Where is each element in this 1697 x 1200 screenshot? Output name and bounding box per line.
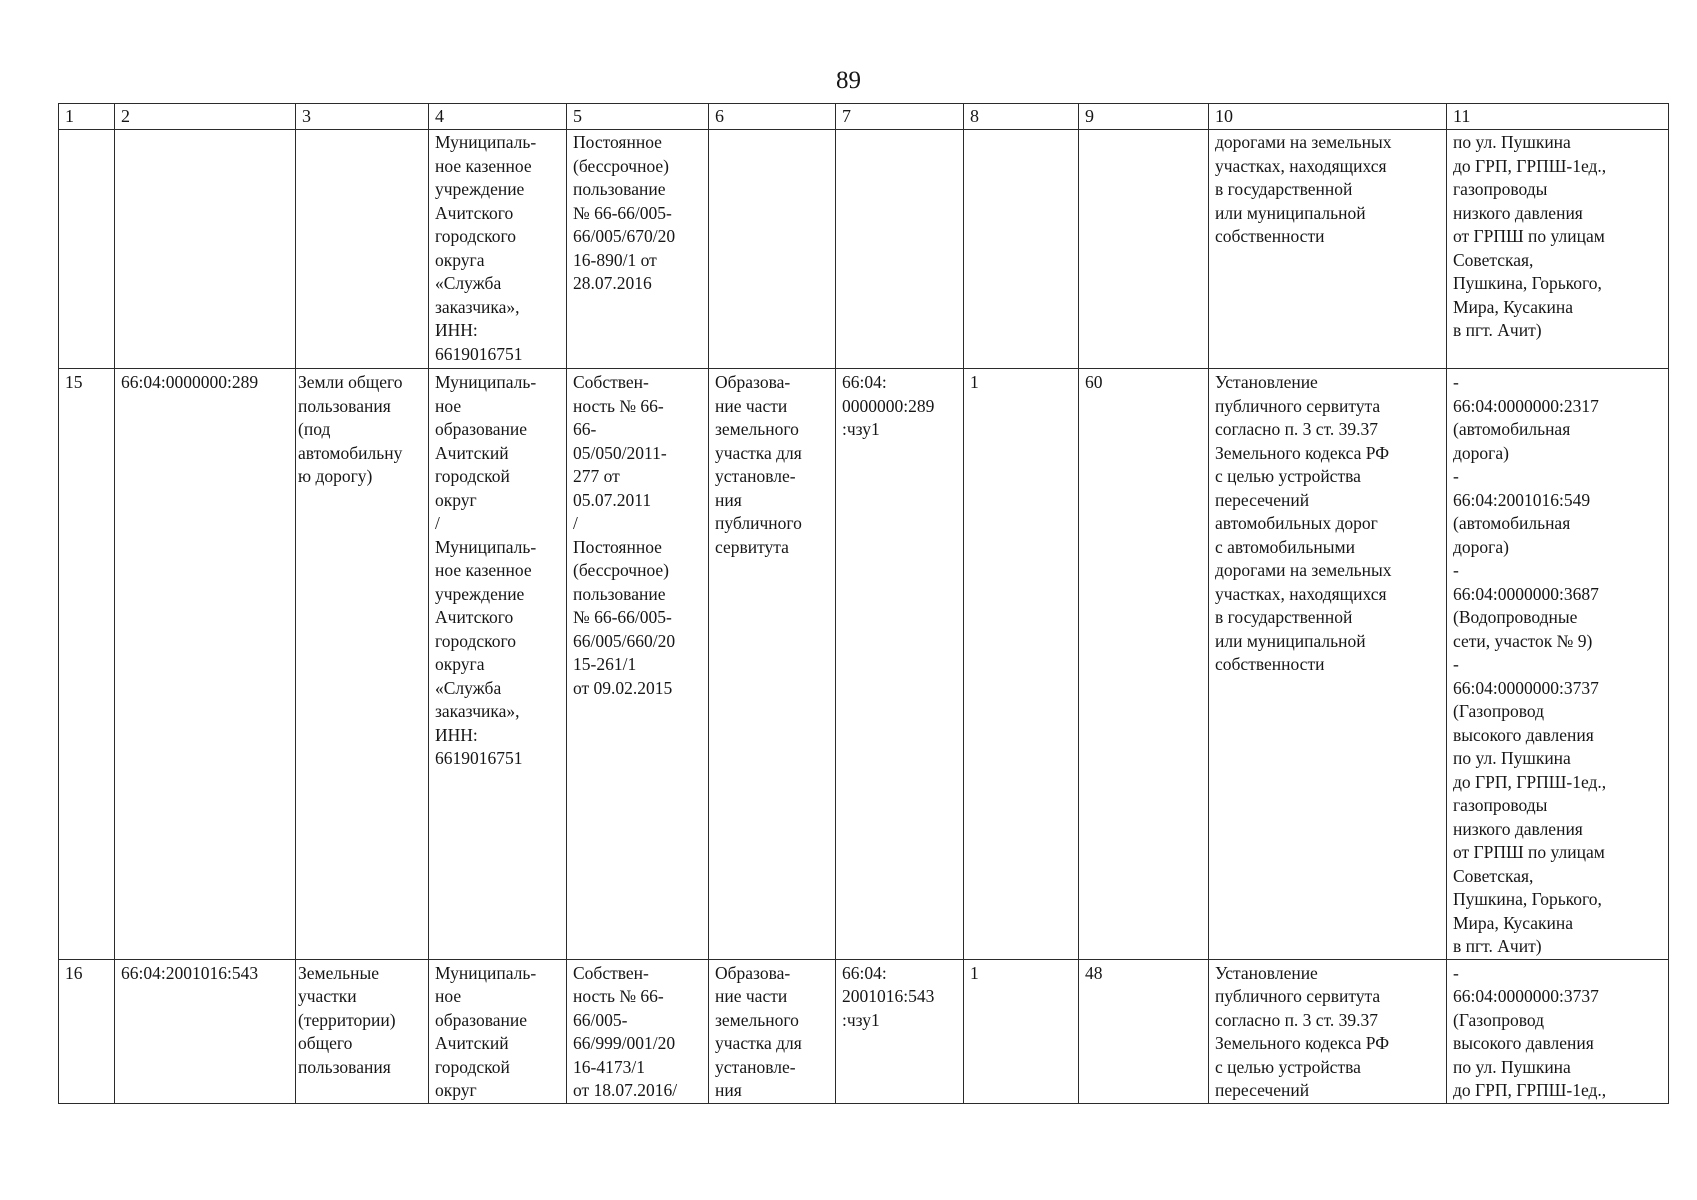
part-number-cell xyxy=(836,130,964,369)
part-number-cell: 66:04: 2001016:543 :чзу1 xyxy=(836,959,964,1103)
related-object-note: - 66:04:0000000:3737 (Газопровод высокого давления по ул. Пушкина до ГРП, ГРПШ-1ед., газопроводы низкого давления от ГРПШ по улицам Советская, Пушкина, Горького, Мира, Кусакина в пгт. Ачит) xyxy=(1453,654,1607,956)
row-number-cell: 16 xyxy=(59,959,115,1103)
cadastral-number-cell: 66:04:0000000:289 xyxy=(115,369,296,960)
cadastral-number-cell: 66:04:2001016:543 xyxy=(115,959,296,1103)
column-number: 9 xyxy=(1079,104,1209,130)
part-number-cell: 66:04: 0000000:289 :чзу1 xyxy=(836,369,964,960)
row-number-cell: 15 xyxy=(59,369,115,960)
right-type-cell: Постоянное (бессрочное) пользование № 66-66/005- 66/005/670/20 16-890/1 от 28.07.2016 xyxy=(567,130,709,369)
column-number: 7 xyxy=(836,104,964,130)
land-category-cell: Земли общего пользования (под автомобильну ю дорогу) xyxy=(296,369,429,960)
right-type-cell: Собствен- ность № 66- 66/005- 66/999/001/20 16-4173/1 от 18.07.2016/ xyxy=(567,959,709,1103)
count-cell: 1 xyxy=(964,959,1079,1103)
purpose-cell xyxy=(709,130,836,369)
related-object-note: - 66:04:2001016:549 (автомобильная дорога) xyxy=(1453,466,1591,557)
area-cell: 60 xyxy=(1079,369,1209,960)
land-category-cell: Земельные участки (территории) общего пользования xyxy=(296,959,429,1103)
right-holder-cell: Муниципаль- ное образование Ачитский городской округ xyxy=(429,959,567,1103)
cadastral-number-cell xyxy=(115,130,296,369)
purpose-cell: Образова- ние части земельного участка для установле- ния xyxy=(709,959,836,1103)
related-object-note: - 66:04:0000000:2317 (автомобильная дорога) xyxy=(1453,372,1599,463)
column-number: 4 xyxy=(429,104,567,130)
column-number: 5 xyxy=(567,104,709,130)
right-holder-cell: Муниципаль- ное образование Ачитский городской округ / Муниципаль- ное казенное учреждение Ачитского городского округа «Служба заказчика», ИНН: 6619016751 xyxy=(429,369,567,960)
servitude-table xyxy=(58,103,1669,1104)
count-cell: 1 xyxy=(964,369,1079,960)
column-number-row xyxy=(59,104,1669,130)
right-type-cell: Собствен- ность № 66- 66- 05/050/2011- 277 от 05.07.2011 / Постоянное (бессрочное) пользование № 66-66/005- 66/005/660/20 15-261/1 от 09.02.2015 xyxy=(567,369,709,960)
table-row xyxy=(59,369,1669,960)
column-number: 1 xyxy=(59,104,115,130)
related-objects-cell xyxy=(1447,369,1669,960)
servitude-goal-cell: Установление публичного сервитута согласно п. 3 ст. 39.37 Земельного кодекса РФ с целью устройства пересечений xyxy=(1209,959,1447,1103)
land-category-cell xyxy=(296,130,429,369)
column-number: 3 xyxy=(296,104,429,130)
table-row xyxy=(59,959,1669,1103)
related-objects-cell: по ул. Пушкина до ГРП, ГРПШ-1ед., газопроводы низкого давления от ГРПШ по улицам Советская, Пушкина, Горького, Мира, Кусакина в пгт. Ачит) xyxy=(1447,130,1669,369)
column-number: 10 xyxy=(1209,104,1447,130)
right-holder-cell: Муниципаль- ное казенное учреждение Ачитского городского округа «Служба заказчика», ИНН: 6619016751 xyxy=(429,130,567,369)
count-cell xyxy=(964,130,1079,369)
column-number: 2 xyxy=(115,104,296,130)
related-object-note: - 66:04:0000000:3687 (Водопроводные сети, участок № 9) xyxy=(1453,560,1599,651)
table-row-continuation xyxy=(59,130,1669,369)
column-number: 8 xyxy=(964,104,1079,130)
servitude-goal-cell: дорогами на земельных участках, находящихся в государственной или муниципальной собственности xyxy=(1209,130,1447,369)
related-objects-cell: - 66:04:0000000:3737 (Газопровод высокого давления по ул. Пушкина до ГРП, ГРПШ-1ед., xyxy=(1447,959,1669,1103)
servitude-goal-cell: Установление публичного сервитута согласно п. 3 ст. 39.37 Земельного кодекса РФ с целью устройства пересечений автомобильных дорог с автомобильными дорогами на земельных участках, находящихся в государственной или муниципальной собственности xyxy=(1209,369,1447,960)
page-number: 89 xyxy=(836,67,861,94)
row-number-cell xyxy=(59,130,115,369)
purpose-cell: Образова- ние части земельного участка для установле- ния публичного сервитута xyxy=(709,369,836,960)
column-number: 11 xyxy=(1447,104,1669,130)
column-number: 6 xyxy=(709,104,836,130)
area-cell: 48 xyxy=(1079,959,1209,1103)
area-cell xyxy=(1079,130,1209,369)
